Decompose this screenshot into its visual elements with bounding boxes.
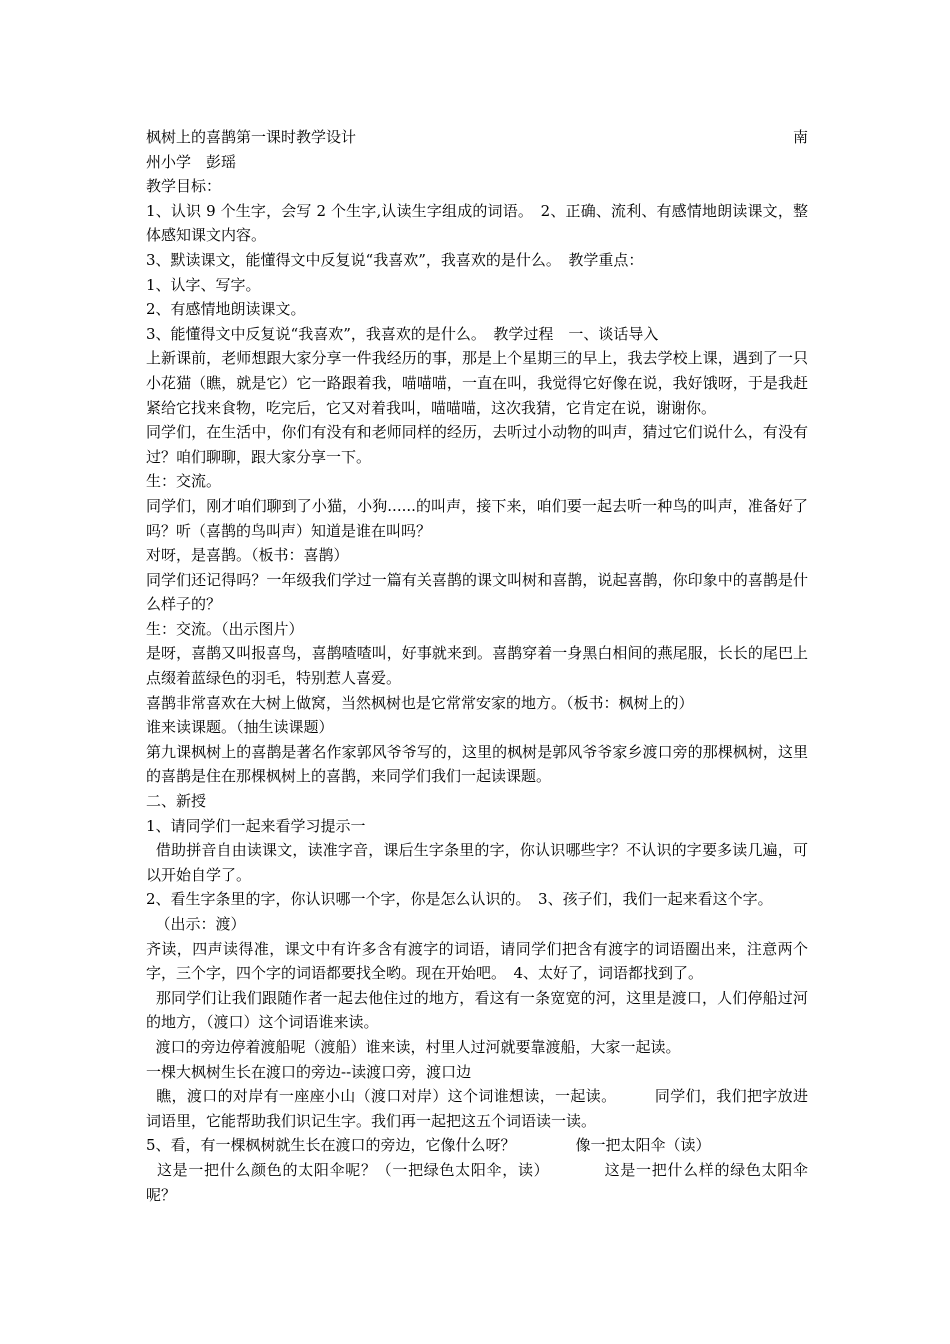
paragraph: 3、默读课文，能懂得文中反复说“我喜欢”，我喜欢的是什么。 教学重点： [146,250,644,269]
paragraph: 那同学们让我们跟随作者一起去他住过的地方，看这有一条宽宽的河，这里是渡口，人们停船过河的地方，（渡口）这个词语谁来读。 [146,988,808,1032]
title-row [146,125,808,150]
paragraph: 1、请同学们一起来看学习提示一 [146,816,366,835]
paragraph: 3、能懂得文中反复说“我喜欢”，我喜欢的是什么。 教学过程 一、谈话导入 [146,324,659,343]
document-body [146,125,808,1207]
paragraph: 5、看，有一棵枫树就生长在渡口的旁边，它像什么呀？ 像一把太阳伞（读） [146,1136,711,1155]
paragraph-list [146,150,808,1208]
paragraph: 这是一把什么颜色的太阳伞呢？（一把绿色太阳伞，读） 这是一把什么样的绿色太阳伞呢？ [146,1160,808,1204]
paragraph: 2、看生字条里的字，你认识哪一个字，你是怎么认识的。 3、孩子们，我们一起来看这个字。 [146,890,773,909]
paragraph: 对呀，是喜鹊。（板书：喜鹊） [146,546,349,565]
paragraph: 一棵大枫树生长在渡口的旁边--读渡口旁，渡口边 [146,1062,472,1081]
paragraph: 谁来读课题。（抽生读课题） [146,718,334,737]
paragraph: 同学们，在生活中，你们有没有和老师同样的经历，去听过小动物的叫声，猜过它们说什么，有没有过？咱们聊聊，跟大家分享一下。 [146,423,808,466]
paragraph: （出示：渡） [146,915,246,933]
paragraph: 2、有感情地朗读课文。 [146,300,306,319]
document-title: 枫树上的喜鹊第一课时教学设计 [146,128,357,146]
paragraph: 瞧，渡口的对岸有一座座小山（渡口对岸）这个词谁想读，一起读。 同学们，我们把字放进词语里，它能帮助我们识记生字。我们再一起把这五个词语读一读。 [146,1087,808,1130]
paragraph: 二、新授 [146,792,207,811]
paragraph: 第九课枫树上的喜鹊是著名作家郭风爷爷写的，这里的枫树是郭风爷爷家乡渡口旁的那棵枫树，这里的喜鹊是住在那棵枫树上的喜鹊，来同学们我们一起读课题。 [146,742,808,786]
paragraph: 州小学 彭瑶 [146,152,237,171]
paragraph: 上新课前，老师想跟大家分享一件我经历的事，那是上个星期三的早上，我去学校上课，遇到了一只小花猫（瞧，就是它）它一路跟着我，喵喵喵，一直在叫，我觉得它好像在说，我好饿呀，于是我赶紧给它找来食物，吃完后，它又对着我叫，喵喵喵，这次我猜，它肯定在说，谢谢你。 [146,349,808,417]
paragraph: 生：交流。 [146,472,222,491]
paragraph: 同学们，刚才咱们聊到了小猫，小狗......的叫声，接下来，咱们要一起去听一种鸟的叫声，准备好了吗？听（喜鹊的鸟叫声）知道是谁在叫吗？ [146,496,808,540]
paragraph: 同学们还记得吗？一年级我们学过一篇有关喜鹊的课文叫树和喜鹊，说起喜鹊，你印象中的喜鹊是什么样子的？ [146,570,808,614]
paragraph: 是呀，喜鹊又叫报喜鸟，喜鹊喳喳叫，好事就来到。喜鹊穿着一身黑白相间的燕尾服，长长的尾巴上点缀着蓝绿色的羽毛，特别惹人喜爱。 [146,644,808,688]
paragraph: 渡口的旁边停着渡船呢（渡船）谁来读，村里人过河就要靠渡船，大家一起读。 [146,1037,681,1056]
paragraph: 齐读，四声读得准，课文中有许多含有渡字的词语，请同学们把含有渡字的词语圈出来，注意两个字，三个字，四个字的词语都要找全哟。现在开始吧。 4、太好了，词语都找到了。 [146,939,808,983]
paragraph: 1、认字、写字。 [146,275,261,294]
paragraph: 借助拼音自由读课文，读准字音，课后生字条里的字，你认识哪些字？不认识的字要多读几遍，可以开始自学了。 [146,841,808,884]
paragraph: 喜鹊非常喜欢在大树上做窝，当然枫树也是它常常安家的地方。（板书：枫树上的） [146,693,694,712]
school-name-start: 南 [792,128,808,146]
paragraph: 1、认识 9 个生字，会写 2 个生字,认读生字组成的词语。 2、正确、流利、有感情地朗读课文，整体感知课文内容。 [146,201,808,245]
paragraph: 生：交流。（出示图片） [146,619,304,638]
paragraph: 教学目标： [146,177,222,196]
